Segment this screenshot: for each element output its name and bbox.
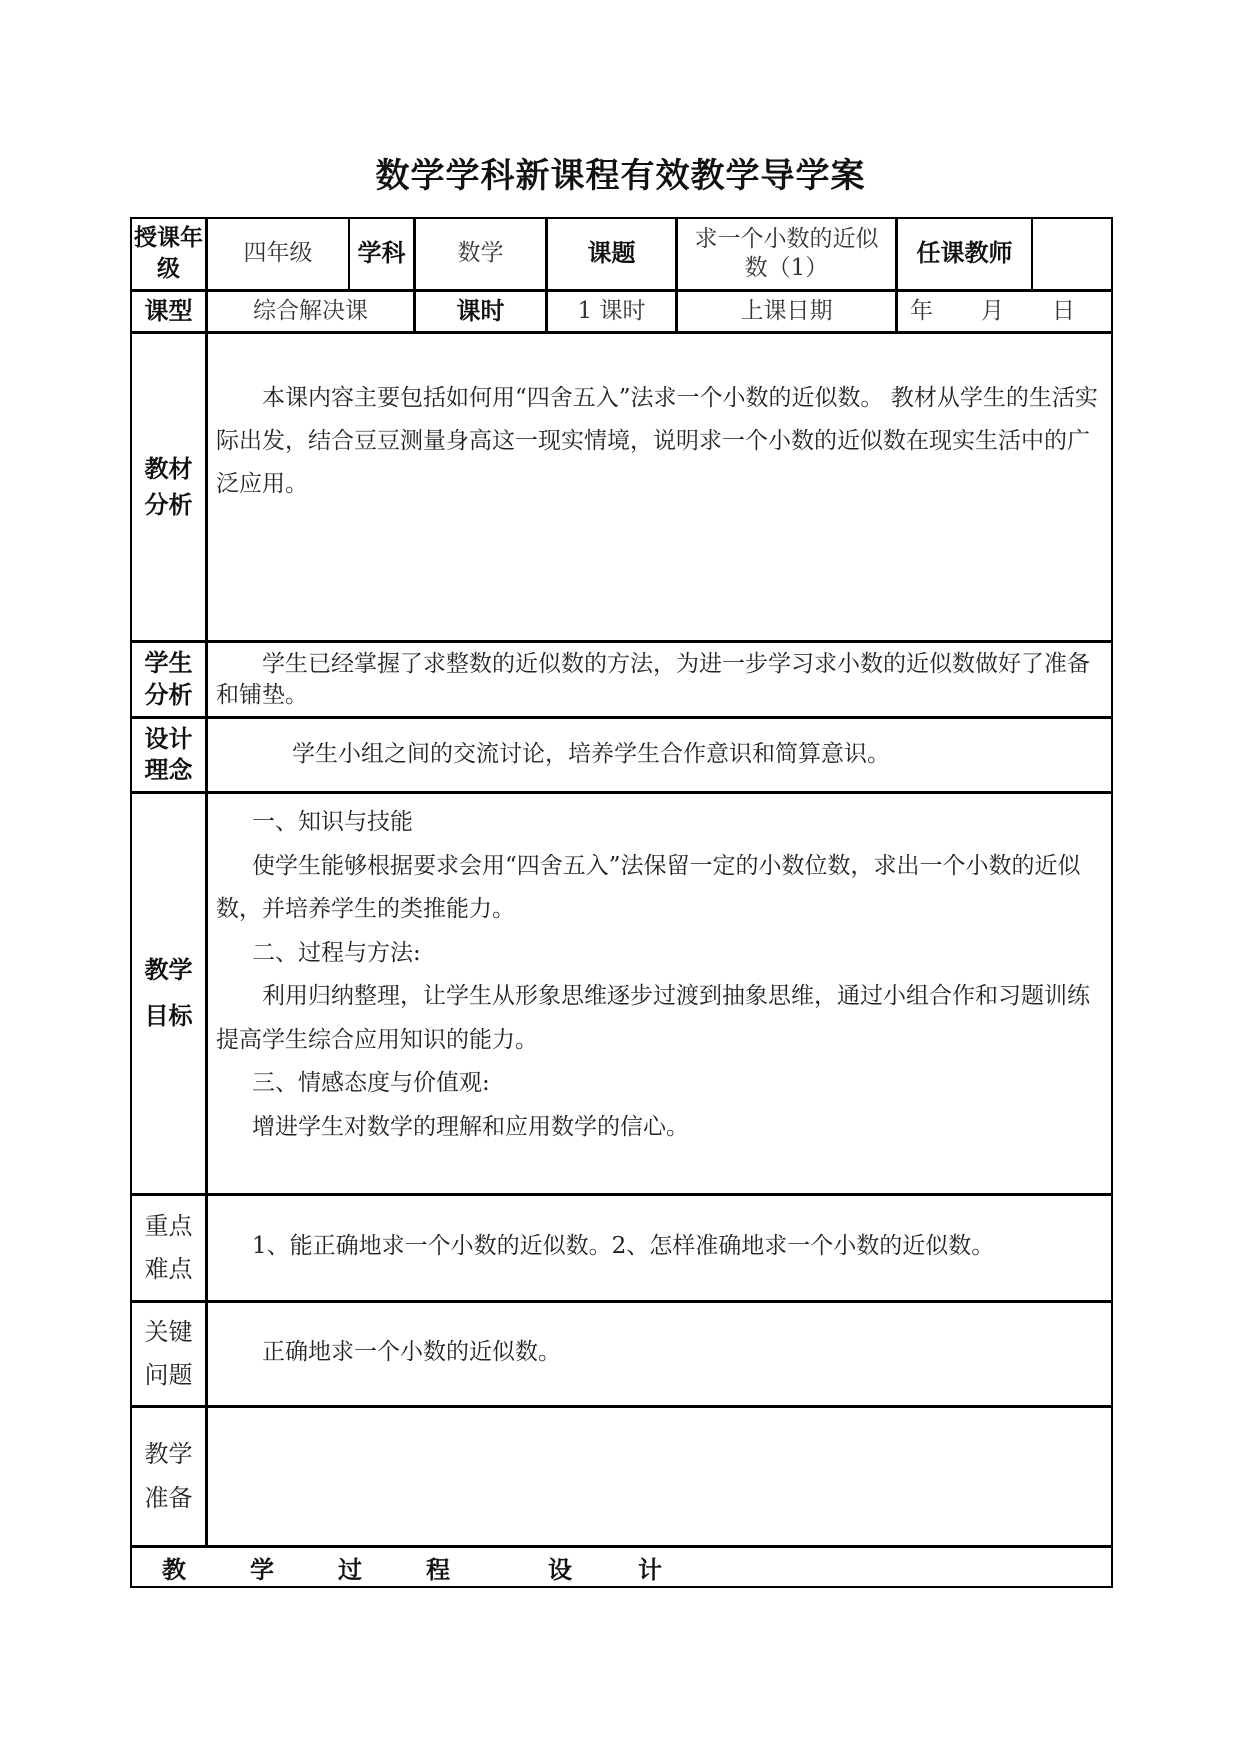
date-label: 上课日期 [740, 297, 833, 324]
goals-line: 二、过程与方法: [252, 939, 421, 966]
period-value: 1 课时 [577, 297, 646, 324]
period-label: 课时 [456, 296, 505, 325]
goals-line: 增进学生对数学的理解和应用数学的信心。 [252, 1113, 689, 1140]
teacher-label: 任课教师 [916, 239, 1013, 268]
row-divider [130, 640, 1113, 643]
page-title: 数学学科新课程有效教学导学案 [375, 156, 866, 196]
process-design-heading [162, 1551, 678, 1583]
column-divider [205, 217, 208, 1546]
row-divider [130, 716, 1113, 719]
key-text: 1、能正确地求一个小数的近似数。2、怎样准确地求一个小数的近似数。 [252, 1233, 995, 1259]
row-divider [130, 1300, 1113, 1303]
row-divider [130, 1545, 1113, 1548]
process-char: 设 [548, 1555, 572, 1584]
date-year: 年 [910, 297, 933, 324]
topic-value: 求一个小数的近似数（1） [694, 226, 879, 281]
date-day: 日 [1052, 297, 1075, 324]
goals-line: 利用归纳整理，让学生从形象思维逐步过渡到抽象思维，通过小组合作和习题训练提高学生综合应用知识的能力。 [216, 983, 1090, 1053]
process-char: 学 [250, 1555, 274, 1584]
question-text: 正确地求一个小数的近似数。 [262, 1339, 561, 1365]
topic-label: 课题 [587, 239, 636, 268]
goals-line: 一、知识与技能 [252, 809, 413, 835]
design-text: 学生小组之间的交流讨论，培养学生合作意识和简算意识。 [292, 741, 890, 767]
type-value: 综合解决课 [253, 297, 368, 324]
subject-value: 数学 [457, 240, 504, 267]
lesson-plan-table [130, 217, 1113, 1587]
process-char: 程 [426, 1555, 450, 1584]
material-label: 教材 分析 [144, 455, 193, 519]
question-label: 关键 问题 [144, 1317, 193, 1389]
teacher-value [1033, 219, 1111, 289]
date-fields [898, 292, 1111, 331]
process-char: 过 [338, 1555, 362, 1584]
goals-line: 三、情感态度与价值观: [252, 1070, 490, 1096]
row-divider [130, 1405, 1113, 1408]
process-char: 教 [162, 1555, 186, 1584]
row-divider [130, 791, 1113, 794]
table-border [1111, 217, 1113, 1588]
student-text: 学生已经掌握了求整数的近似数的方法，为进一步学习求小数的近似数做好了准备和铺垫。 [216, 651, 1090, 708]
subject-label: 学科 [357, 239, 406, 268]
grade-label: 授课年级 [134, 224, 203, 282]
row-divider [130, 1193, 1113, 1196]
student-label: 学生 分析 [144, 649, 193, 709]
goals-line: 使学生能够根据要求会用“四舍五入”法保留一定的小数位数，求出一个小数的近似数，并培养学生的类推能力。 [216, 852, 1081, 922]
row-divider [130, 331, 1113, 334]
prep-label: 教学 准备 [144, 1440, 193, 1512]
table-border [130, 1586, 1113, 1588]
design-label: 设计 理念 [144, 724, 193, 784]
material-text: 本课内容主要包括如何用“四舍五入”法求一个小数的近似数。 教材从学生的生活实际出发，结合豆豆测量身高这一现实情境，说明求一个小数的近似数在现实生活中的广泛应用。 [216, 385, 1098, 497]
goals-text [216, 801, 1106, 1149]
key-label: 重点 难点 [144, 1211, 193, 1283]
process-char: 计 [638, 1555, 662, 1584]
goals-label: 教学 目标 [144, 955, 193, 1030]
grade-value: 四年级 [243, 240, 313, 267]
date-month: 月 [981, 297, 1004, 324]
type-label: 课型 [144, 296, 193, 325]
